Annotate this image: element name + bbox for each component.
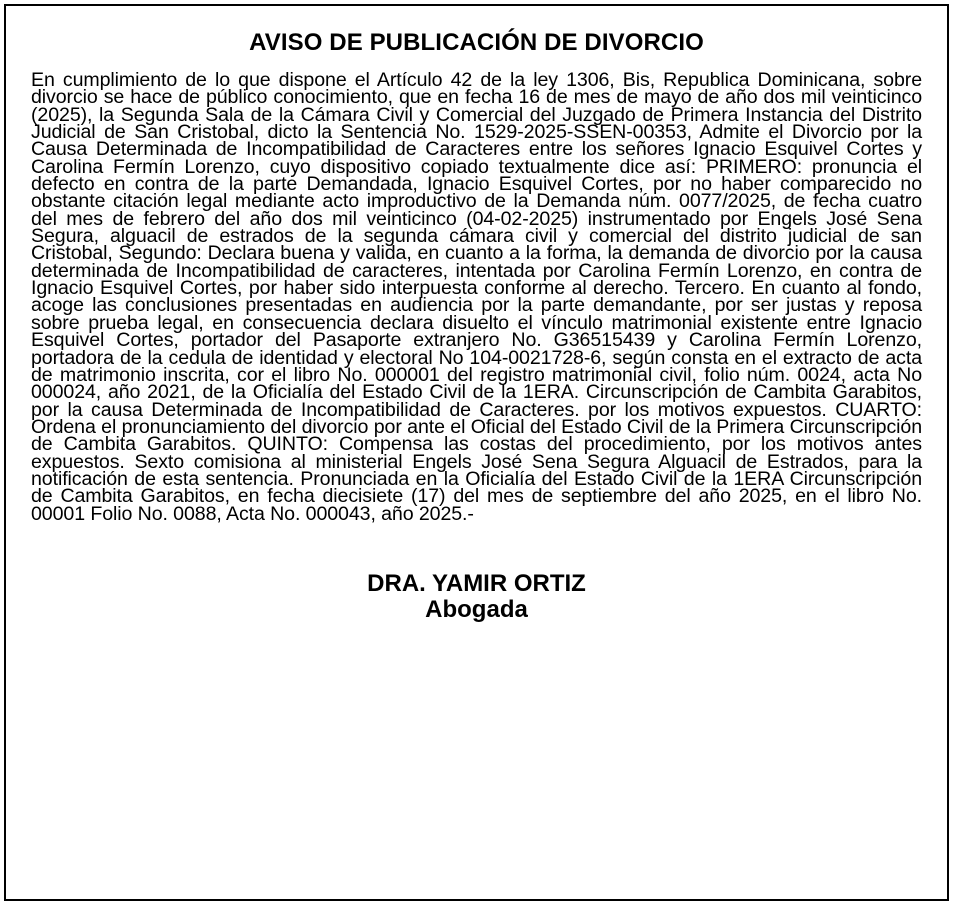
notice-body: En cumplimiento de lo que dispone el Artículo 42 de la ley 1306, Bis, Republica Dominicana, sobre divorcio se hace de público conocimiento, que en fecha 16 de mes de mayo de año dos mil veinticinco (2025), la Segunda Sala de la Cámara Civil y Comercial del Juzgado de Primera Instancia del Distrito Judicial de San Cristobal, dicto la Sentencia No. 1529-2025-SSEN-00353, Admite el Divorcio por la Causa Determinada de Incompatibilidad de Caracteres entre los señores Ignacio Esquivel Cortes y Carolina Fermín Lorenzo, cuyo dispositivo copiado textualmente dice así: PRIMERO: pronuncia el defecto en contra de la parte Demandada, Ignacio Esquivel Cortes, por no haber comparecido no obstante citación legal mediante acto improductivo de la Demanda núm. 0077/2025, de fecha cuatro del mes de febrero del año dos mil veinticinco (04-02-2025) instrumentado por Engels José Sena Segura, alguacil de estrados de la segunda cámara civil y comercial del distrito judicial de san Cristobal, Segundo: Declara buena y valida, en cuanto a la forma, la demanda de divorcio por la causa determinada de Incompatibilidad de caracteres, intentada por Carolina Fermín Lorenzo, en contra de Ignacio Esquivel Cortes, por haber sido interpuesta conforme al derecho. Tercero. En cuanto al fondo, acoge las conclusiones presentadas en audiencia por la parte demandante, por ser justas y reposa sobre prueba legal, en consecuencia declara disuelto el vínculo matrimonial existente entre Ignacio Esquivel Cortes, portador del Pasaporte extranjero No. G36515439 y Carolina Fermín Lorenzo, portadora de la cedula de identidad y electoral No 104-0021728-6, según consta en el extracto de acta de matrimonio inscrita, cor el libro No. 000001 del registro matrimonial civil, folio núm. 0024, acta No 000024, año 2021, de la Oficialía del Estado Civil de la 1ERA. Circunscripción de Cambita Garabitos, por la causa Determinada de Incompatibilidad de Caracteres. por los motivos expuestos. CUARTO: Ordena el pronunciamiento del divorcio por ante el Oficial del Estado Civil de la Primera Circunscripción de Cambita Garabitos. QUINTO: Compensa las costas del procedimiento, por los motivos antes expuestos. Sexto comisiona al ministerial Engels José Sena Segura Alguacil de Estrados, para la notificación de esta sentencia. Pronunciada en la Oficialía del Estado Civil de la 1ERA Circunscripción de Cambita Garabitos, en fecha diecisiete (17) del mes de septiembre del año 2025, en el libro No. 00001 Folio No. 0088, Acta No. 000043, año 2025.- [31, 69, 922, 525]
signer-role: Abogada [425, 595, 528, 623]
notice-title: AVISO DE PUBLICACIÓN DE DIVORCIO [249, 29, 704, 56]
signer-name: DRA. YAMIR ORTIZ [367, 569, 586, 597]
signature-block [31, 571, 922, 623]
publication-notice [4, 4, 949, 901]
